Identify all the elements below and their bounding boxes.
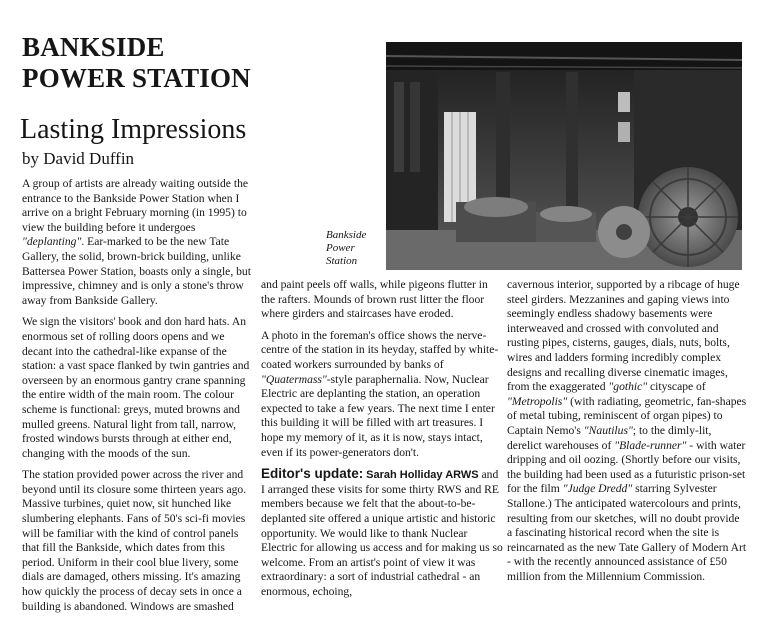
column-1	[22, 177, 254, 621]
article-subtitle: Lasting Impressions	[20, 114, 247, 145]
paragraph	[22, 177, 254, 308]
term-blade-runner: "Blade-runner"	[614, 438, 687, 452]
term-deplanting: "deplanting"	[22, 235, 82, 249]
term-metropolis: "Metropolis"	[507, 394, 568, 408]
editor-update	[261, 467, 503, 599]
headline-line-1: BANKSIDE	[22, 32, 165, 62]
text-run: -style paraphernalia. Now, Nuclear Electric are deplanting the station, an operation expected to take a few years. The next time I enter this building it will be filled with art treasures. I hope my memory of it, as it is now, stays intact, even if its power-generators don't.	[261, 372, 495, 459]
byline: by David Duffin	[22, 149, 135, 168]
caption-line-3: Station	[326, 255, 358, 267]
text-run: A group of artists are already waiting outside the entrance to the Bankside Power Station when I arrive on a bright February morning (in 1995) to view the building before it undergoes	[22, 177, 249, 234]
column-3	[507, 278, 747, 591]
text-run: - with water dripping and oil oozing. (Shortly before our visits, the building had been used as a futuristic prison-set for the film	[507, 438, 746, 496]
editor-name: Sarah Holliday ARWS	[366, 469, 479, 482]
power-station-photo	[386, 42, 742, 270]
editor-update-heading: Editor's update:	[261, 466, 364, 482]
text-run: cavernous interior, supported by a ribcage of huge steel girders. Mezzanines and gaping views into seemingly endless shadowy basements were interweaved and crossed with convoluted and rusting pipes, cisterns, gauges, dials, nuts, bolts, wires and ladders forming incredibly complex designs and recalling diverse cinematic images, from the exaggerated	[507, 278, 740, 394]
paragraph: We sign the visitors' book and don hard hats. An enormous set of rolling doors opens and we decant into the cathedral-like expanse of the station: a vast space flanked by twin gantries and overseen by an enormous gantry crane spanning the entire width of the main room. The colour scheme is functional: greys, muted browns and mulled greens. Natural light from tall, narrow, frosted windows bursts through at either end, changing with the moods of the sun.	[22, 315, 250, 460]
text-run: . Ear-marked to be the new Tate Gallery, the solid, brown-brick building, unlike Battersea Power Station, boasts only a single, but impressive, chimney and is only a stone's throw away from Bankside Gallery.	[22, 235, 251, 307]
term-nautilus: "Nautilus"	[583, 423, 633, 437]
paragraph: and paint peels off walls, while pigeons flutter in the rafters. Mounds of brown rust litter the floor where girders and staircases have eroded.	[261, 278, 488, 321]
headline-line-2: POWER STATION	[22, 63, 251, 93]
column-2	[261, 278, 503, 606]
term-judge-dredd: "Judge Dredd"	[562, 482, 633, 496]
caption-line-2: Power	[326, 242, 355, 254]
turbine-hall-image	[386, 42, 742, 270]
text-run: and I arranged these visits for some thirty RWS and RE members because we felt that the about-to-be-deplanted site offered a unique artistic and historic opportunity. We would like to thank Nuclear Electric for allowing us access and for making us so welcome. From an artist's point of view it was extraordinary: a sort of industrial cathedral - an enormous, echoing,	[261, 468, 503, 598]
text-run: cityscape of	[647, 380, 706, 394]
text-run: (with radiating, geometric, fan-shapes of metal tubing, reminiscent of organ pipes) to Captain Nemo's	[507, 394, 747, 437]
paragraph	[261, 329, 503, 460]
caption-line-1: Bankside	[326, 229, 367, 241]
photo-caption	[326, 229, 386, 268]
paragraph: The station provided power across the river and beyond until its closure some thirteen years ago. Massive turbines, quiet now, sit hunched like slumbering elephants. Fans of 50's sci-fi movies will be familiar with the kind of control panels that fill the Bankside, which dates from this period. Uniform in their cool blue livery, some dials are damaged, others missing. It's amazing how quickly the process of decay sets in once a building is abandoned. Windows are smashed	[22, 468, 247, 613]
text-run: A photo in the foreman's office shows the nerve-centre of the station in its heyday, staffed by white-coated workers surrounded by banks of	[261, 328, 499, 371]
headline	[22, 32, 262, 94]
text-run: ; to the dimly-lit, derelict warehouses of	[507, 423, 712, 452]
text-run: starring Sylvester Stallone.) The anticipated watercolours and prints, resulting from our sketches, will no doubt provide a fascinating historical record when the site is reincarnated as the new Tate Gallery of Modern Art - with the recently announced assistance of £50 million from the Millennium Commission.	[507, 482, 747, 583]
paragraph	[507, 278, 747, 584]
term-gothic: "gothic"	[608, 380, 648, 394]
term-quatermass: "Quatermass"	[261, 372, 327, 386]
